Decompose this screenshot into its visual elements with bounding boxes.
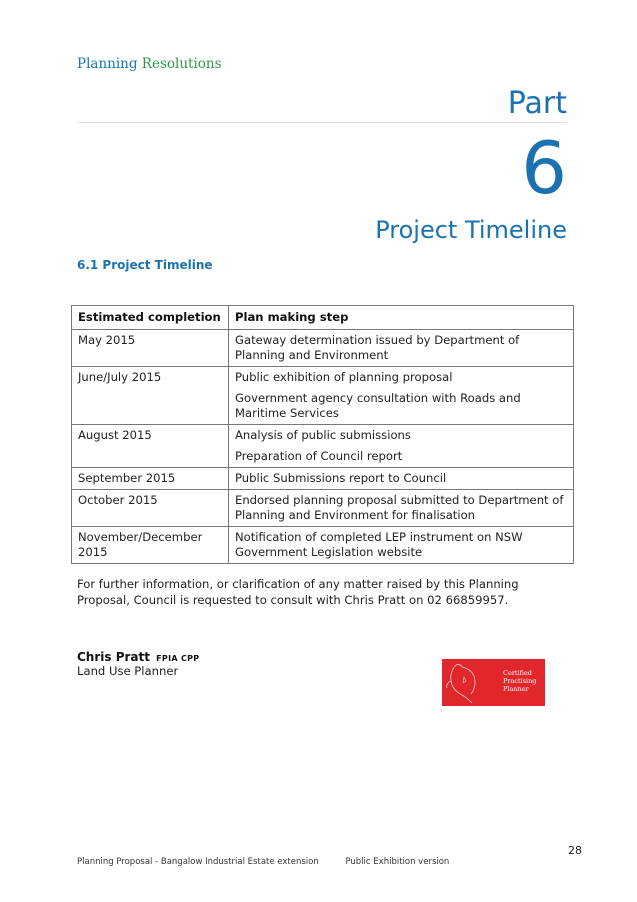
- step-cell: [229, 468, 574, 490]
- brand-word-planning: Planning: [77, 56, 138, 72]
- step-cell: [229, 425, 574, 468]
- table-header-row: [72, 306, 574, 330]
- plan-step: Gateway determination issued by Department of Planning and Environment: [235, 333, 520, 362]
- part-label: Part: [507, 86, 567, 121]
- table-row: [72, 330, 574, 367]
- plan-step: Endorsed planning proposal submitted to Department of Planning and Environment for finalisation: [235, 493, 564, 522]
- footer-document-title: Planning Proposal - Bangalow Industrial Estate extension: [77, 857, 319, 867]
- signatory-name: Chris Pratt: [77, 650, 150, 664]
- plan-step: Public exhibition of planning proposal: [235, 370, 453, 384]
- step-cell: [229, 330, 574, 367]
- brand-wordmark: [77, 56, 222, 72]
- page-footer: [77, 857, 449, 867]
- table-row: [72, 527, 574, 564]
- completion-cell: May 2015: [72, 330, 229, 367]
- signatory-role: Land Use Planner: [77, 664, 179, 678]
- plan-step: Notification of completed LEP instrument on NSW Government Legislation website: [235, 530, 523, 559]
- column-header-completion: Estimated completion: [72, 306, 229, 330]
- plan-step: Preparation of Council report: [235, 449, 403, 463]
- logo-line-planner: Planner: [503, 685, 529, 693]
- part-title: Project Timeline: [375, 216, 567, 244]
- footer-version: Public Exhibition version: [345, 857, 450, 867]
- plan-step: Public Submissions report to Council: [235, 471, 447, 485]
- step-cell: [229, 367, 574, 425]
- column-header-step: Plan making step: [229, 306, 574, 330]
- brand-word-resolutions: Resolutions: [141, 56, 222, 72]
- signatory-postnominals: FPIA CPP: [156, 654, 200, 663]
- table-row: [72, 425, 574, 468]
- logo-line-certified: Certified: [503, 669, 532, 677]
- completion-cell: October 2015: [72, 490, 229, 527]
- page-number: 28: [568, 844, 582, 857]
- completion-cell: June/July 2015: [72, 367, 229, 425]
- certified-practising-planner-logo: [442, 659, 545, 706]
- timeline-table: [71, 305, 574, 564]
- signatory-name-line: [77, 650, 199, 664]
- timeline-table-body: [72, 330, 574, 564]
- part-number: 6: [521, 126, 567, 210]
- logo-text: [503, 669, 536, 693]
- completion-cell: September 2015: [72, 468, 229, 490]
- table-row: [72, 490, 574, 527]
- table-row: [72, 468, 574, 490]
- plan-step: Government agency consultation with Roads and Maritime Services: [235, 391, 521, 420]
- logo-line-practising: Practising: [503, 677, 537, 685]
- completion-cell: November/December 2015: [72, 527, 229, 564]
- plan-step: Analysis of public submissions: [235, 428, 411, 442]
- contact-paragraph: For further information, or clarification of any matter raised by this Planning Proposal, Council is requested to consult with Chris Pratt on 02 66859957.: [77, 577, 519, 607]
- section-heading: 6.1 Project Timeline: [77, 258, 213, 272]
- step-cell: [229, 527, 574, 564]
- table-row: [72, 367, 574, 425]
- step-cell: [229, 490, 574, 527]
- header-divider: [77, 122, 567, 123]
- completion-cell: August 2015: [72, 425, 229, 468]
